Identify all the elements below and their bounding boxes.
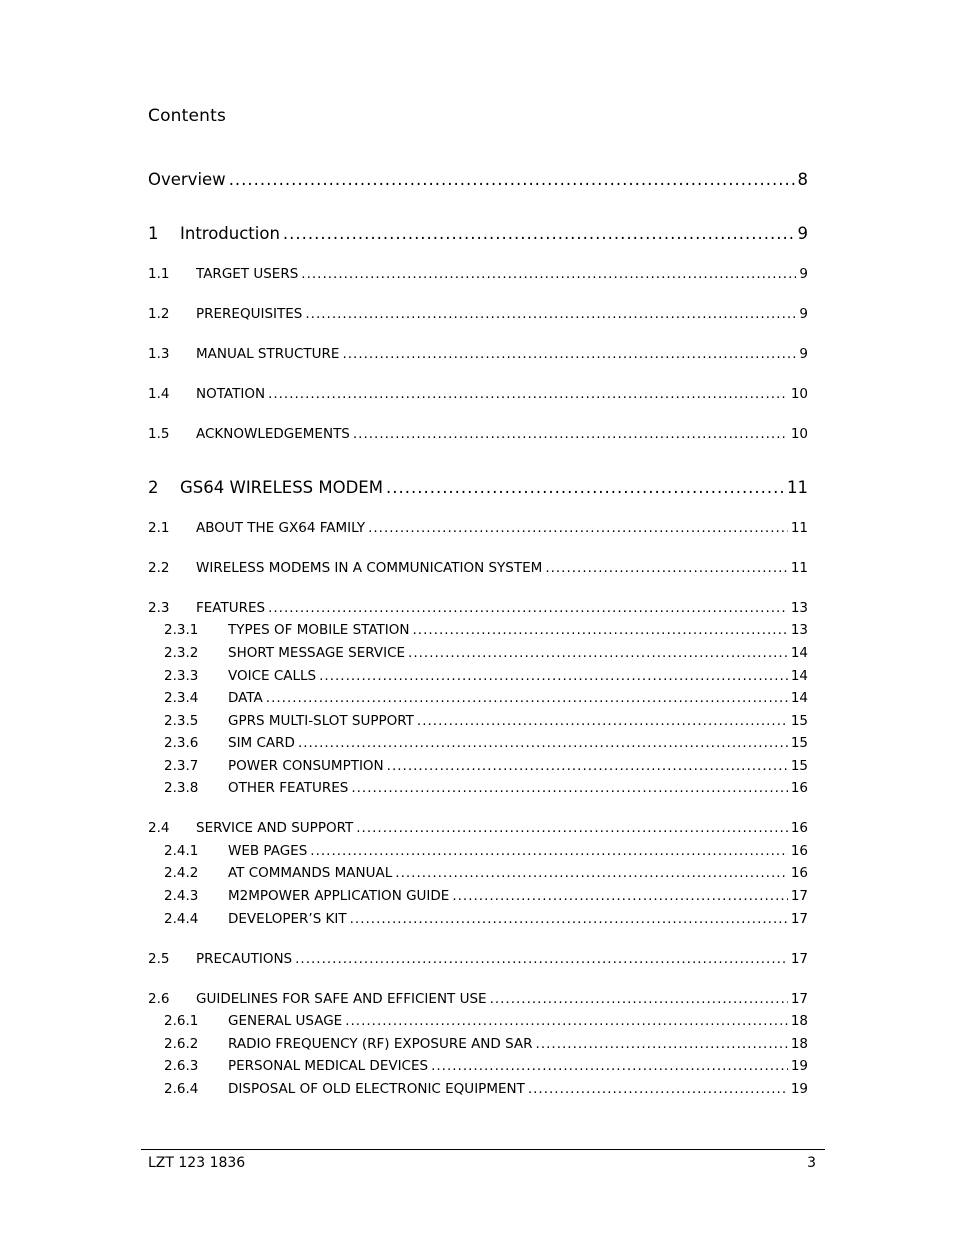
toc-leader-dots [490, 991, 788, 1007]
toc-entry[interactable] [148, 690, 808, 706]
toc-entry-page: 10 [790, 426, 808, 442]
toc-entry-number: 2.4.1 [164, 843, 199, 859]
toc-entry[interactable] [148, 713, 808, 729]
toc-entry-number: 2.3.6 [164, 735, 199, 751]
toc-entry[interactable] [148, 1013, 808, 1029]
toc-leader-dots [319, 668, 788, 684]
toc-entry-number: 1.5 [148, 426, 170, 442]
toc-entry-title: SIM CARD [228, 735, 295, 751]
toc-entry-title: SHORT MESSAGE SERVICE [228, 645, 406, 661]
toc-entry-page: 14 [790, 690, 808, 706]
toc-leader-dots [353, 426, 788, 442]
toc-leader-dots [342, 346, 796, 362]
toc-entry-number: 2.5 [148, 951, 170, 967]
toc-leader-dots [408, 645, 788, 661]
toc-entry-page: 16 [790, 780, 808, 796]
toc-entry-number: 2.4.2 [164, 865, 199, 881]
toc-entry-page: 11 [787, 478, 808, 497]
toc-leader-dots [268, 600, 788, 616]
toc-entry-page: 16 [790, 820, 808, 836]
toc-leader-dots [283, 224, 795, 243]
toc-entry[interactable] [148, 991, 808, 1007]
toc-entry[interactable] [148, 478, 808, 497]
toc-entry-title: PRECAUTIONS [196, 951, 293, 967]
toc-entry-title: OTHER FEATURES [228, 780, 349, 796]
toc-leader-dots [310, 843, 788, 859]
toc-entry-number: 1.3 [148, 346, 170, 362]
toc-entry-number: 1.4 [148, 386, 170, 402]
footer-divider [141, 1149, 825, 1150]
toc-entry-number: 2.3 [148, 600, 170, 616]
toc-entry-number: 2.6.4 [164, 1081, 199, 1097]
toc-entry-title: PREREQUISITES [196, 306, 303, 322]
toc-entry-page: 18 [790, 1036, 808, 1052]
toc-leader-dots [356, 820, 788, 836]
toc-entry[interactable] [148, 170, 808, 189]
toc-entry-page: 11 [790, 560, 808, 576]
toc-entry-number: 2.4.3 [164, 888, 199, 904]
toc-leader-dots [350, 911, 788, 927]
toc-entry-page: 13 [790, 600, 808, 616]
toc-entry-page: 14 [790, 645, 808, 661]
toc-leader-dots [295, 951, 788, 967]
toc-entry-title: RADIO FREQUENCY (RF) EXPOSURE AND SAR [228, 1036, 533, 1052]
toc-entry-number: 2.6.1 [164, 1013, 199, 1029]
toc-entry[interactable] [148, 951, 808, 967]
toc-entry-number: 2.4.4 [164, 911, 199, 927]
toc-entry-title: DISPOSAL OF OLD ELECTRONIC EQUIPMENT [228, 1081, 525, 1097]
toc-entry-page: 17 [790, 911, 808, 927]
toc-leader-dots [305, 306, 796, 322]
toc-leader-dots [266, 690, 788, 706]
toc-leader-dots [345, 1013, 788, 1029]
toc-entry-page: 9 [799, 346, 808, 362]
toc-entry-number: 1.2 [148, 306, 170, 322]
toc-leader-dots [229, 170, 795, 189]
toc-entry[interactable] [148, 224, 808, 243]
toc-entry-title: GUIDELINES FOR SAFE AND EFFICIENT USE [196, 991, 487, 1007]
toc-entry-page: 17 [790, 951, 808, 967]
toc-entry-title: DATA [228, 690, 263, 706]
toc-entry[interactable] [148, 622, 808, 638]
toc-entry-title: VOICE CALLS [228, 668, 317, 684]
footer-document-number: LZT 123 1836 [148, 1155, 246, 1171]
toc-entry-title: GPRS MULTI-SLOT SUPPORT [228, 713, 414, 729]
toc-entry-title: PERSONAL MEDICAL DEVICES [228, 1058, 429, 1074]
toc-entry-page: 16 [790, 865, 808, 881]
toc-leader-dots [431, 1058, 788, 1074]
toc-entry-page: 16 [790, 843, 808, 859]
toc-entry-title: SERVICE AND SUPPORT [196, 820, 354, 836]
toc-entry-title: WIRELESS MODEMS IN A COMMUNICATION SYSTEM [196, 560, 543, 576]
toc-entry[interactable] [148, 1058, 808, 1074]
toc-leader-dots [298, 735, 788, 751]
toc-entry[interactable] [148, 865, 808, 881]
toc-entry-page: 14 [790, 668, 808, 684]
toc-entry[interactable] [148, 386, 808, 402]
toc-entry-number: 2.6 [148, 991, 170, 1007]
toc-entry-number: 1.1 [148, 266, 170, 282]
toc-entry[interactable] [148, 266, 808, 282]
toc-entry-page: 15 [790, 758, 808, 774]
toc-entry-page: 17 [790, 991, 808, 1007]
toc-entry-title: DEVELOPER’S KIT [228, 911, 347, 927]
toc-leader-dots [452, 888, 787, 904]
toc-entry-title: POWER CONSUMPTION [228, 758, 384, 774]
toc-entry-page: 9 [799, 306, 808, 322]
toc-entry-title: WEB PAGES [228, 843, 308, 859]
toc-entry-page: 10 [790, 386, 808, 402]
toc-leader-dots [412, 622, 787, 638]
toc-entry[interactable] [148, 1036, 808, 1052]
toc-entry-page: 19 [790, 1081, 808, 1097]
toc-leader-dots [395, 865, 788, 881]
toc-entry-page: 11 [790, 520, 808, 536]
toc-entry-number: 2.2 [148, 560, 170, 576]
footer-page-number: 3 [807, 1155, 816, 1171]
toc-entry[interactable] [148, 843, 808, 859]
toc-entry[interactable] [148, 668, 808, 684]
toc-entry-title: NOTATION [196, 386, 266, 402]
toc-entry-number: 2.3.7 [164, 758, 199, 774]
toc-entry-page: 15 [790, 713, 808, 729]
toc-leader-dots [545, 560, 788, 576]
toc-entry-page: 8 [797, 170, 808, 189]
toc-entry-page: 18 [790, 1013, 808, 1029]
toc-entry-title: GENERAL USAGE [228, 1013, 343, 1029]
toc-entry[interactable] [148, 1081, 808, 1097]
toc-entry-page: 15 [790, 735, 808, 751]
toc-entry-number: 2.3.1 [164, 622, 199, 638]
toc-entry[interactable] [148, 888, 808, 904]
toc-entry-title: GS64 WIRELESS MODEM [180, 478, 383, 497]
toc-entry-page: 9 [797, 224, 808, 243]
toc-entry-title: ABOUT THE GX64 FAMILY [196, 520, 366, 536]
toc-entry[interactable] [148, 520, 808, 536]
toc-entry-title: M2MPOWER APPLICATION GUIDE [228, 888, 450, 904]
toc-entry[interactable] [148, 306, 808, 322]
toc-entry[interactable] [148, 735, 808, 751]
toc-entry-title: Overview [148, 170, 226, 189]
toc-entry-number: 2.6.2 [164, 1036, 199, 1052]
toc-entry-page: 13 [790, 622, 808, 638]
toc-leader-dots [417, 713, 788, 729]
toc-entry-title: FEATURES [196, 600, 266, 616]
toc-entry[interactable] [148, 426, 808, 442]
toc-entry[interactable] [148, 645, 808, 661]
toc-entry-number: 2.3.8 [164, 780, 199, 796]
toc-entry[interactable] [148, 758, 808, 774]
toc-leader-dots [301, 266, 796, 282]
toc-entry-number: 2.3.4 [164, 690, 199, 706]
toc-entry-title: MANUAL STRUCTURE [196, 346, 340, 362]
toc-leader-dots [528, 1081, 788, 1097]
toc-leader-dots [368, 520, 788, 536]
toc-entry[interactable] [148, 911, 808, 927]
toc-entry[interactable] [148, 780, 808, 796]
toc-leader-dots [268, 386, 788, 402]
toc-leader-dots [386, 478, 784, 497]
toc-entry[interactable] [148, 346, 808, 362]
toc-entry-number: 2.3.3 [164, 668, 199, 684]
toc-entry[interactable] [148, 820, 808, 836]
toc-entry-title: TYPES OF MOBILE STATION [228, 622, 410, 638]
toc-leader-dots [387, 758, 788, 774]
toc-entry-number: 2.3.2 [164, 645, 199, 661]
toc-entry-page: 17 [790, 888, 808, 904]
toc-entry-number: 1 [148, 224, 159, 243]
toc-entry-number: 2.3.5 [164, 713, 199, 729]
toc-entry-page: 9 [799, 266, 808, 282]
toc-entry[interactable] [148, 600, 808, 616]
toc-entry-title: TARGET USERS [196, 266, 299, 282]
toc-entry-number: 2.1 [148, 520, 170, 536]
toc-entry-page: 19 [790, 1058, 808, 1074]
toc-entry[interactable] [148, 560, 808, 576]
toc-entry-number: 2.6.3 [164, 1058, 199, 1074]
toc-leader-dots [536, 1036, 788, 1052]
contents-heading: Contents [148, 106, 227, 126]
toc-entry-title: Introduction [180, 224, 280, 243]
toc-entry-title: ACKNOWLEDGEMENTS [196, 426, 350, 442]
toc-entry-title: AT COMMANDS MANUAL [228, 865, 393, 881]
toc-leader-dots [351, 780, 787, 796]
toc-entry-number: 2 [148, 478, 159, 497]
toc-entry-number: 2.4 [148, 820, 170, 836]
